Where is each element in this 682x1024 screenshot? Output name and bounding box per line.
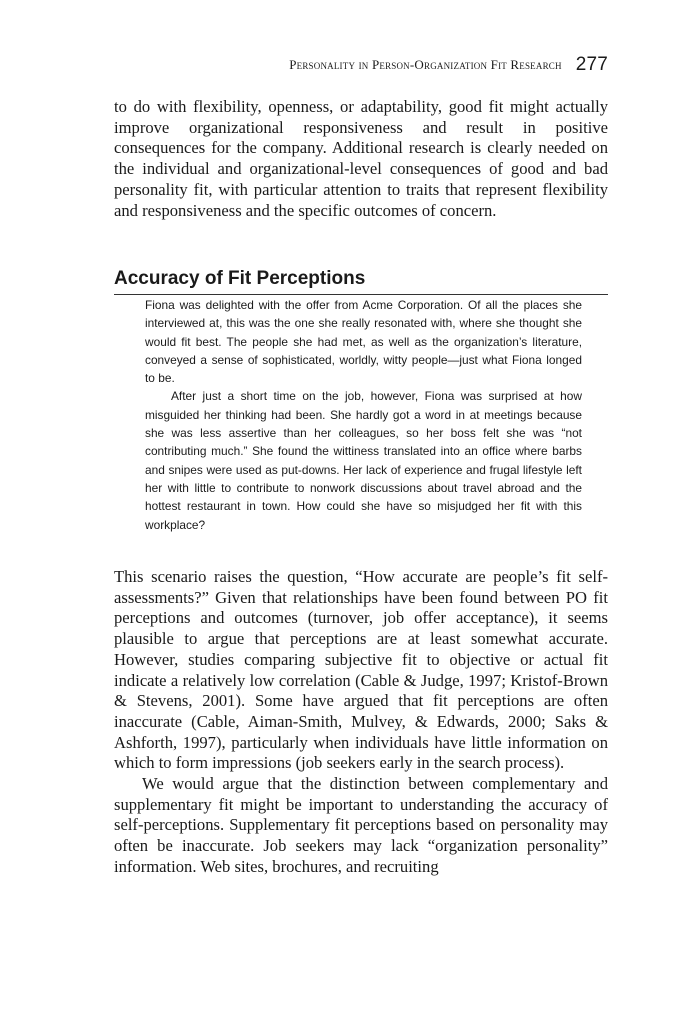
section-heading: Accuracy of Fit Perceptions	[114, 268, 366, 289]
discussion-section	[114, 567, 608, 878]
vignette-paragraph-1: Fiona was delighted with the offer from Acme Corporation. Of all the places she interviewed at, this was the one she really resonated with, where she thought she would fit best. The people she had met, as well as the organization’s literature, conveyed a sense of sophisticated, worldly, witty people—just what Fiona longed to be.	[145, 298, 582, 386]
heading-rule	[114, 294, 608, 295]
opening-paragraph: to do with flexibility, openness, or adaptability, good fit might actually improve organizational responsiveness and result in positive consequences for the company. Additional research is clearly needed on the individual and organizational-level consequences of good and bad personality fit, with particular attention to traits that represent flexibility and responsiveness and the specific outcomes of concern.	[114, 97, 608, 220]
running-head	[114, 56, 608, 74]
running-head-title: Personality in Person-Organization Fit Research	[289, 57, 562, 72]
discussion-paragraph-1: This scenario raises the question, “How accurate are people’s fit self-assessments?” Given that relationships have been found between PO fit perceptions and outcomes (turnover, job offer acceptance), it seems plausible to argue that perceptions are at least somewhat accurate. However, studies comparing subjective fit to objective or actual fit indicate a relatively low correlation (Cable & Judge, 1997; Kristof-Brown & Stevens, 2001). Some have argued that fit perceptions are often inaccurate (Cable, Aiman-Smith, Mulvey, & Edwards, 2000; Saks & Ashforth, 1997), particularly when individuals have little information on which to form impressions (job seekers early in the search process).	[114, 567, 608, 773]
discussion-paragraph-2: We would argue that the distinction between complementary and supplementary fit might be important to understanding the accuracy of self-perceptions. Supplementary fit perceptions based on personality may often be inaccurate. Job seekers may lack “organization personality” information. Web sites, brochures, and recruiting	[114, 774, 608, 876]
vignette-paragraph-2: After just a short time on the job, however, Fiona was surprised at how misguided her thinking had been. She hardly got a word in at meetings because she was less assertive than her colleagues, so her boss felt she was “not contributing much.” She found the wittiness translated into an office where barbs and snipes were used as put-downs. Her lack of experience and frugal lifestyle left her with little to contribute to nonwork discussions about travel abroad and the hottest restaurant in town. How could she have so misjudged her fit with this workplace?	[145, 389, 582, 532]
page-number: 277	[575, 54, 608, 75]
case-vignette	[145, 296, 582, 534]
section-heading-block	[114, 266, 608, 295]
